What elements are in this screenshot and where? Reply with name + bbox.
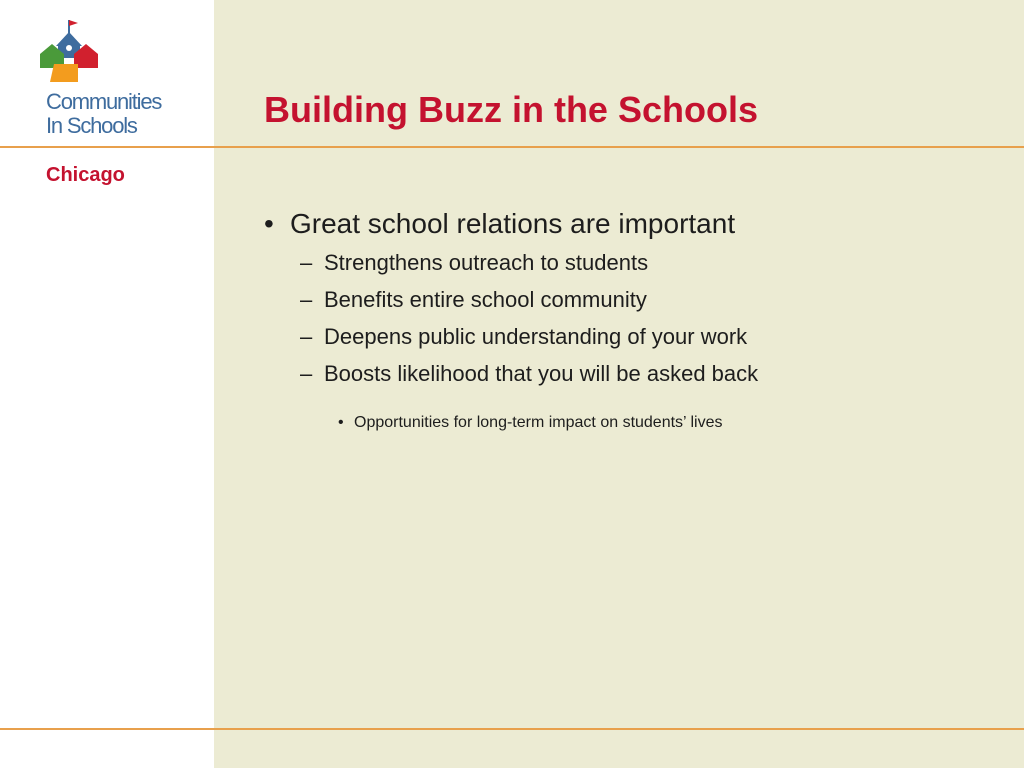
bullet-marker: • [338, 414, 344, 431]
dash-marker: – [300, 250, 313, 275]
slide-title: Building Buzz in the Schools [264, 89, 758, 130]
sub-bullet-item [264, 281, 1004, 318]
sub-bullet-item [264, 244, 1004, 281]
logo-wordmark [46, 90, 161, 138]
header-divider [0, 146, 1024, 148]
dash-marker: – [300, 324, 313, 349]
sub-bullet-item [264, 318, 1004, 355]
bullet-marker: • [264, 208, 274, 239]
dash-marker: – [300, 361, 313, 386]
third-level-bullet-item [264, 412, 1004, 434]
sub-bullet-item [264, 355, 1004, 392]
communities-in-schools-logo-icon [38, 18, 100, 88]
sub-bullet-text: Benefits entire school community [324, 287, 647, 312]
sub-bullet-text: Boosts likelihood that you will be asked back [324, 361, 759, 386]
logo-line-2: In Schools [46, 113, 137, 138]
sub-bullet-text: Deepens public understanding of your work [324, 324, 748, 349]
bullet-item [264, 204, 1004, 244]
third-level-text: Opportunities for long-term impact on students’ lives [354, 414, 723, 431]
slide-body [264, 204, 1004, 434]
logo-line-1: Communities [46, 89, 162, 114]
dash-marker: – [300, 287, 313, 312]
sub-bullet-text: Strengthens outreach to students [324, 250, 649, 275]
bullet-text: Great school relations are important [290, 208, 736, 239]
footer-divider [0, 728, 1024, 730]
location-label: Chicago [46, 164, 125, 186]
